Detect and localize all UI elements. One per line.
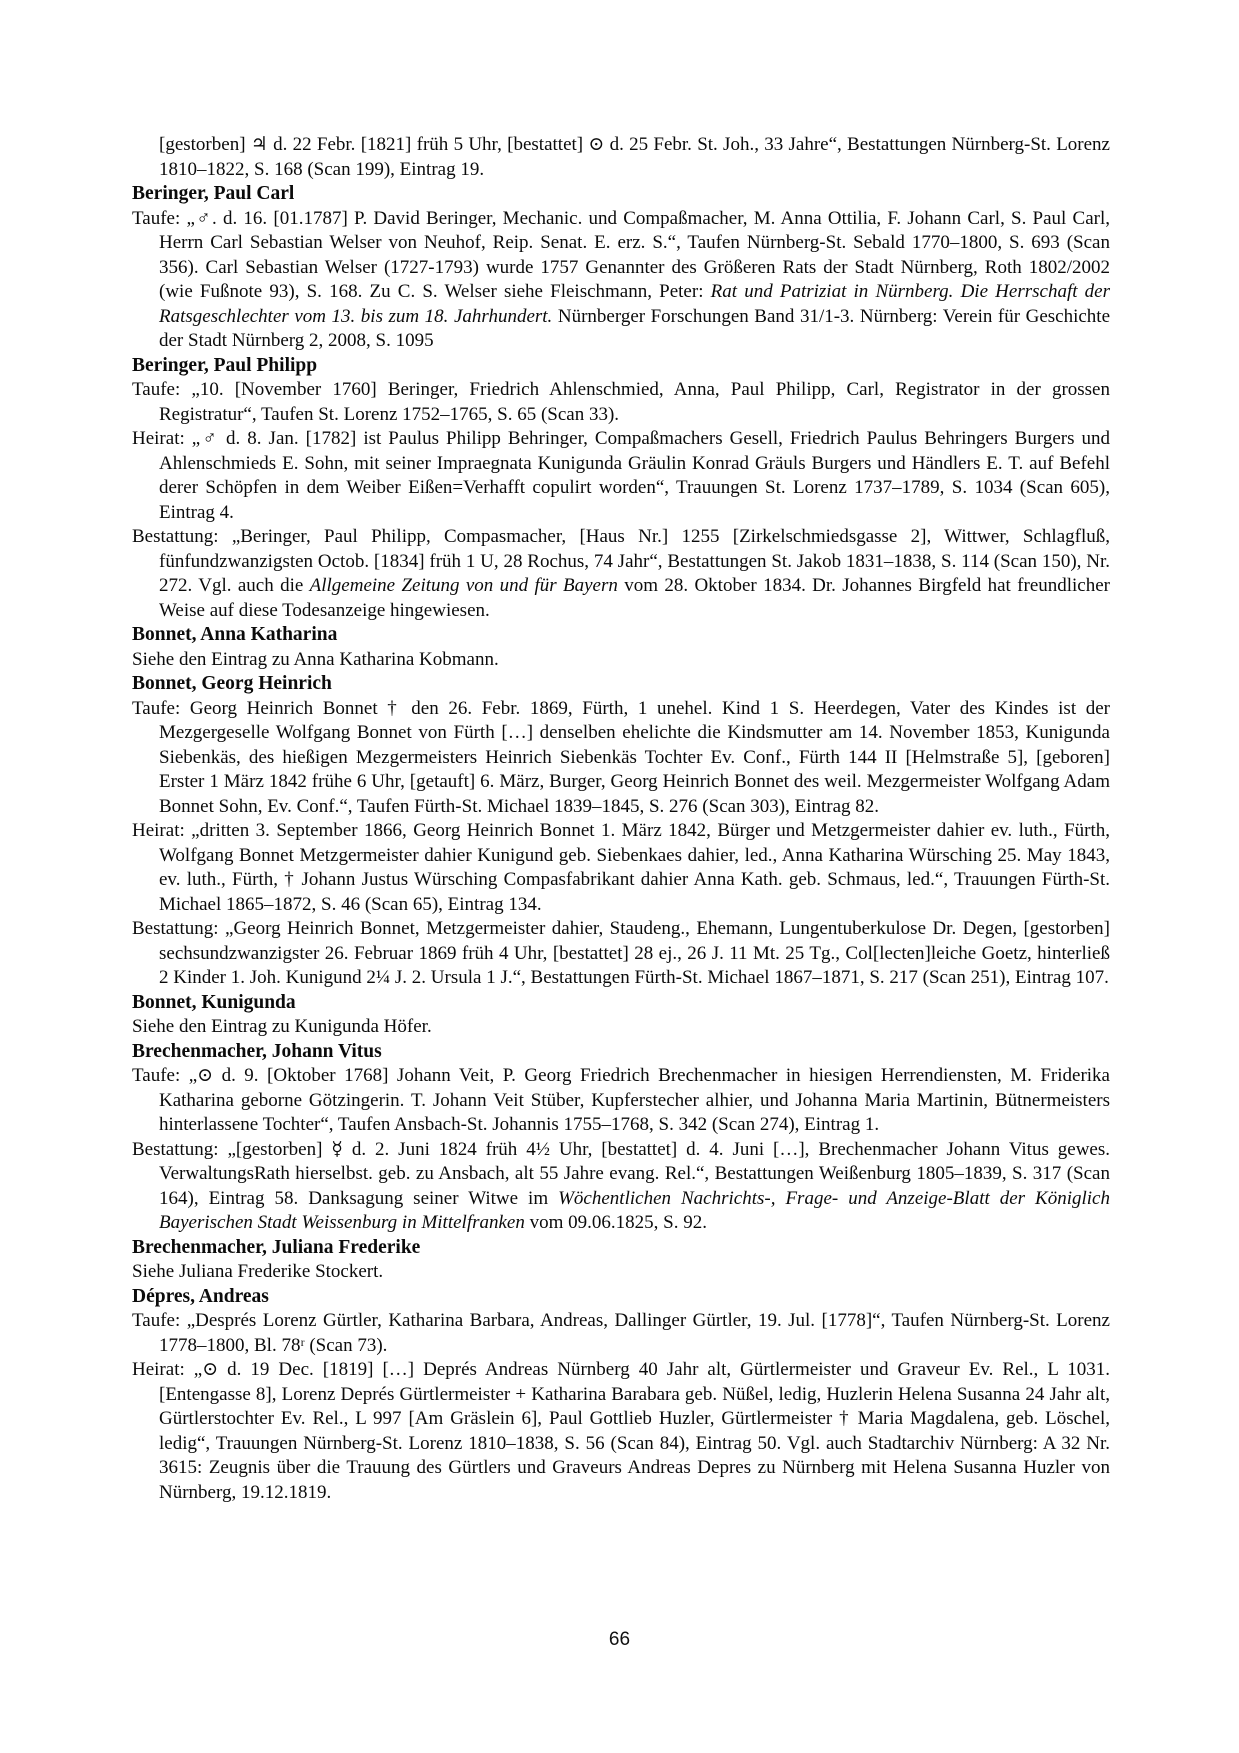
entry-heading: Dépres, Andreas — [132, 1285, 269, 1307]
entry-paragraph — [132, 1138, 1110, 1236]
entry-heading: Bonnet, Kunigunda — [132, 991, 296, 1013]
text-run: Taufe: „♂. d. 16. [01.1787] P. David Beringer, Mechanic. und Compaßmacher, M. Anna Ottilia, F. Johann Carl, S. Paul Carl, Herrn Carl Sebastian Welser von Neuhof, Reip. Senat. E. erz. S.“, Taufen Nürnberg-St. Sebald 1770–1800, S. 693 (Scan 356). Carl Sebastian Welser (1727-1793) wurde 1757 Genannter des Größeren Rats der Stadt Nürnberg, Roth 1802/2002 (wie Fußnote 93), S. 168. Zu C. S. Welser siehe Fleischmann, Peter: — [132, 207, 1110, 302]
entry-paragraph — [132, 1260, 1110, 1285]
entry-paragraph — [132, 427, 1110, 525]
entry-paragraph — [132, 1309, 1110, 1358]
text-run: vom 28. Oktober 1834. Dr. Johannes Birgfeld hat freundlicher Weise auf diese Todesanzeige hingewiesen. — [159, 575, 1110, 621]
entry-heading: Brechenmacher, Johann Vitus — [132, 1040, 382, 1062]
text-run: Heirat: „⊙ d. 19 Dec. [1819] […] Deprés Andreas Nürnberg 40 Jahr alt, Gürtlermeister und Graveur Ev. Rel., L 1031. [Entengasse 8], Lorenz Deprés Gürtlermeister + Katharina Barabara geb. Nüßel, ledig, Huzlerin Helena Susanna 24 Jahr alt, Gürtlerstochter Ev. Rel., L 997 [Am Gräslein 6], Paul Gottlieb Huzler, Gürtlermeister † Maria Magdalena, geb. Löschel, ledig“, Trauungen Nürnberg-St. Lorenz 1810–1838, S. 56 (Scan 84), Eintrag 50. Vgl. auch Stadtarchiv Nürnberg: A 32 Nr. 3615: Zeugnis über die Trauung des Gürtlers und Graveurs Andreas Depres zu Nürnberg mit Helena Susanna Huzler von Nürnberg, 19.12.1819. — [132, 1359, 1110, 1503]
continuation-paragraph — [132, 133, 1110, 182]
text-run: Siehe den Eintrag zu Kunigunda Höfer. — [132, 1016, 432, 1037]
entry-paragraph — [132, 207, 1110, 354]
entry-heading: Beringer, Paul Philipp — [132, 354, 318, 376]
text-run: Taufe: „Després Lorenz Gürtler, Katharina Barbara, Andreas, Dallinger Gürtler, 19. Jul. [1778]“, Taufen Nürnberg-St. Lorenz 1778–1800, Bl. 78ʳ (Scan 73). — [132, 1310, 1110, 1356]
entries — [132, 133, 1110, 1505]
entry-paragraph — [132, 648, 1110, 673]
text-run: Siehe Juliana Frederike Stockert. — [132, 1261, 384, 1282]
entry-paragraph — [132, 917, 1110, 991]
entry-paragraph — [132, 525, 1110, 623]
entry-paragraph — [132, 1064, 1110, 1138]
italic-text-run: Allgemeine Zeitung von und für Bayern — [309, 575, 618, 596]
entry-heading: Beringer, Paul Carl — [132, 183, 295, 204]
text-run: vom 09.06.1825, S. 92. — [524, 1212, 707, 1233]
text-run: Heirat: „♂ d. 8. Jan. [1782] ist Paulus Philipp Behringer, Compaßmachers Gesell, Friedrich Paulus Behringers Burgers und Ahlenschmieds E. Sohn, mit seiner Impraegnata Kunigunda Gräulin Konrad Gräuls Burgers und Händlers E. T. auf Befehl derer Schöpfen in dem Weiber Eißen=Verhafft copulirt worden“, Trauungen St. Lorenz 1737–1789, S. 1034 (Scan 605), Eintrag 4. — [132, 428, 1110, 523]
italic-text-run: Wöchentlichen Nachrichts-, Frage- und Anzeige-Blatt der Königlich Bayerischen Stadt Weissenburg in Mittelfranken — [159, 1187, 1110, 1233]
text-run: [gestorben] ♃ d. 22 Febr. [1821] früh 5 Uhr, [bestattet] ⊙ d. 25 Febr. St. Joh., 33 Jahre“, Bestattungen Nürnberg-St. Lorenz 1810–1822, S. 168 (Scan 199), Eintrag 19. — [159, 134, 1110, 180]
entry-heading: Bonnet, Anna Katharina — [132, 624, 338, 645]
text-run: Nürnberger Forschungen Band 31/1-3. Nürnberg: Verein für Geschichte der Stadt Nürnberg 2, 2008, S. 1095 — [159, 305, 1111, 351]
entry-paragraph — [132, 1015, 1110, 1040]
text-run: Taufe: Georg Heinrich Bonnet † den 26. Febr. 1869, Fürth, 1 unehel. Kind 1 S. Heerdegen, Vater des Kindes ist der Mezgergeselle Wolfgang Bonnet von Fürth […] denselben ehelichte die Kindsmutter am 14. November 1853, Kunigunda Siebenkäs, des hießigen Mezgermeisters Heinrich Siebenkäs Tochter Ev. Conf., Fürth 144 II [Helmstraße 5], [geboren] Erster 1 März 1842 frühe 6 Uhr, [getauft] 6. März, Burger, Georg Heinrich Bonnet des weil. Mezgermeister Wolfgang Adam Bonnet Sohn, Ev. Conf.“, Taufen Fürth-St. Michael 1839–1845, S. 276 (Scan 303), Eintrag 82. — [132, 697, 1110, 817]
entry-paragraph — [132, 819, 1110, 917]
text-run: Siehe den Eintrag zu Anna Katharina Kobmann. — [132, 648, 499, 670]
text-run: Heirat: „dritten 3. September 1866, Georg Heinrich Bonnet 1. März 1842, Bürger und Metzgermeister dahier ev. luth., Fürth, Wolfgang Bonnet Metzgermeister dahier Kunigund geb. Siebenkaes dahier, led., Anna Katharina Würsching 25. May 1843, ev. luth., Fürth, † Johann Justus Würsching Compasfabrikant dahier Anna Kath. geb. Schmaus, led.“, Trauungen Fürth-St. Michael 1865–1872, S. 46 (Scan 65), Eintrag 134. — [132, 820, 1110, 915]
entry-heading: Bonnet, Georg Heinrich — [132, 673, 332, 694]
page-number: 66 — [608, 1629, 631, 1650]
text-run: Taufe: „10. [November 1760] Beringer, Friedrich Ahlenschmied, Anna, Paul Philipp, Carl, Registrator in der grossen Registratur“, Taufen St. Lorenz 1752–1765, S. 65 (Scan 33). — [132, 379, 1110, 425]
entry-paragraph — [132, 378, 1110, 427]
text-run: Bestattung: „Georg Heinrich Bonnet, Metzgermeister dahier, Staudeng., Ehemann, Lungentuberkulose Dr. Degen, [gestorben] sechsundzwanzigster 26. Februar 1869 früh 4 Uhr, [bestattet] 28 ej., 26 J. 11 Mt. 25 Tg., Col[lecten]leiche Goetz, hinterließ 2 Kinder 1. Joh. Kunigund 2¼ J. 2. Ursula 1 J.“, Bestattungen Fürth-St. Michael 1867–1871, S. 217 (Scan 251), Eintrag 107. — [132, 918, 1110, 988]
text-run: Bestattung: „Beringer, Paul Philipp, Compasmacher, [Haus Nr.] 1255 [Zirkelschmiedsgasse 2], Wittwer, Schlagfluß, fünfundzwanzigsten Octob. [1834] früh 1 U, 28 Rochus, 74 Jahr“, Bestattungen St. Jakob 1831–1838, S. 114 (Scan 150), Nr. 272. Vgl. auch die — [132, 526, 1110, 596]
entry-paragraph — [132, 697, 1110, 820]
text-run: Bestattung: „[gestorben] ☿ d. 2. Juni 1824 früh 4½ Uhr, [bestattet] d. 4. Juni […], Brechenmacher Johann Vitus gewes. VerwaltungsRath hierselbst. geb. zu Ansbach, alt 55 Jahre evang. Rel.“, Bestattungen Weißenburg 1805–1839, S. 317 (Scan 164), Eintrag 58. Danksagung seiner Witwe im — [132, 1138, 1110, 1209]
italic-text-run: Rat und Patriziat in Nürnberg. Die Herrschaft der Ratsgeschlechter vom 13. bis zum 18. Jahrhundert. — [159, 281, 1110, 327]
entry-paragraph — [132, 1358, 1110, 1505]
text-run: Taufe: „⊙ d. 9. [Oktober 1768] Johann Veit, P. Georg Friedrich Brechenmacher in hiesigen Herrendiensten, M. Friderika Katharina geborne Götzingerin. T. Johann Veit Stüber, Kupferstecher alhier, und Johanna Maria Martinin, Bütnermeisters hinterlassene Tochter“, Taufen Ansbach-St. Johannis 1755–1768, S. 342 (Scan 274), Eintrag 1. — [132, 1065, 1110, 1135]
entry-heading: Brechenmacher, Juliana Frederike — [132, 1236, 421, 1258]
